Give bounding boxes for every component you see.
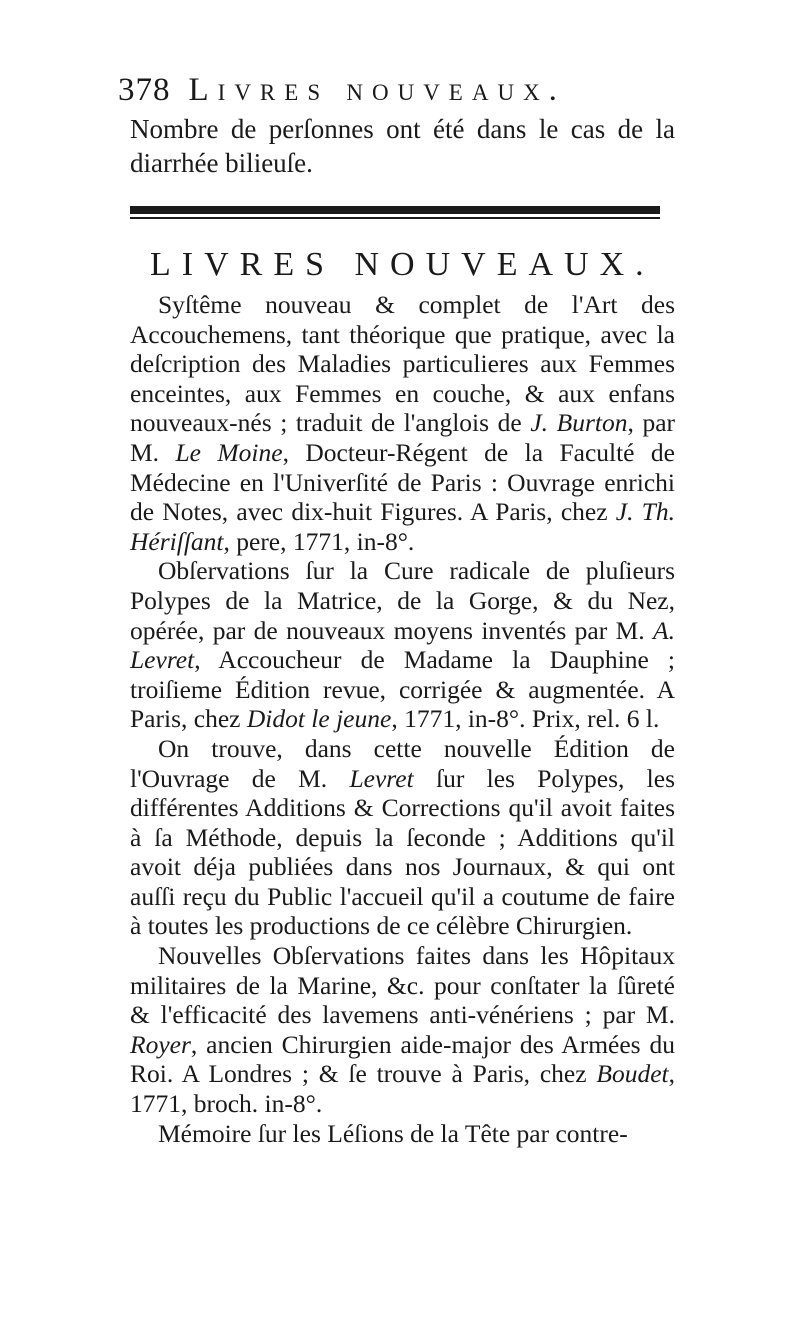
book-entry: Mémoire ſur les Léſions de la Tête par contre- [158, 1118, 628, 1148]
running-head [118, 70, 678, 110]
section-heading: LIVRES NOUVEAUX. [150, 246, 655, 283]
book-entry-note: On trouve, dans cette nouvelle Édition de l'Ouvrage de M. Levret ſur les Polypes, les différentes Additions & Corrections qu'il avoit faites à ſa Méthode, depuis la ſeconde ; Additions qu'il avoit déja publiées dans nos Journaux, & qui ont auſſi reçu du Public l'accueil qu'il a coutume de faire à toutes les productions de ce célèbre Chirurgien. [130, 733, 675, 941]
publisher-name: Didot le jeune [246, 704, 392, 734]
book-entry: Syſtême nouveau & complet de l'Art des Accouchemens, tant théorique que pratique, avec la deſcription des Maladies particulieres aux Femmes enceintes, aux Femmes en couche, & aux enfans nouveaux-nés ; traduit de l'anglois de J. Burton, par M. Le Moine, Docteur-Régent de la Faculté de Médecine en l'Univerſité de Paris : Ouvrage enrichi de Notes, avec dix-huit Figures. A Paris, chez J. Th. Hériſſant, pere, 1771, in-8°. [130, 290, 676, 556]
running-title: Livres nouveaux. [188, 72, 566, 108]
author-name: J. Burton [530, 408, 628, 438]
publisher-name: Boudet [596, 1059, 669, 1089]
publisher-name: J. Th. Hériſſant [130, 497, 675, 556]
author-name: Royer [130, 1029, 191, 1059]
page-number: 378 [118, 72, 171, 108]
book-entry: Obſervations ſur la Cure radicale de pluſieurs Polypes de la Matrice, de la Gorge, & du Nez, opérée, par de nouveaux moyens inventés par M. A. Levret, Accoucheur de Madame la Dauphine ; troiſieme Édition revue, corrigée & augmentée. A Paris, chez Didot le jeune, 1771, in-8°. Prix, rel. 6 l. [130, 556, 675, 734]
translator-name: Le Moine [175, 437, 283, 467]
book-listings [130, 290, 675, 1148]
ornamental-rule-thick [130, 206, 660, 214]
author-name: Levret [349, 763, 414, 793]
ornamental-rule-thin [130, 217, 660, 219]
carryover-text: Nombre de perſonnes ont été dans le cas de la diarrhée bilieuſe. [130, 114, 675, 178]
book-entry: Nouvelles Obſervations faites dans les Hôpitaux militaires de la Marine, &c. pour conſtater la ſûreté & l'efficacité des lavemens anti-vénériens ; par M. Royer, ancien Chirurgien aide-major des Armées du Roi. A Londres ; & ſe trouve à Paris, chez Boudet, 1771, broch. in-8°. [130, 941, 675, 1119]
carryover-paragraph [130, 112, 675, 180]
author-name: A. Levret [130, 615, 675, 675]
